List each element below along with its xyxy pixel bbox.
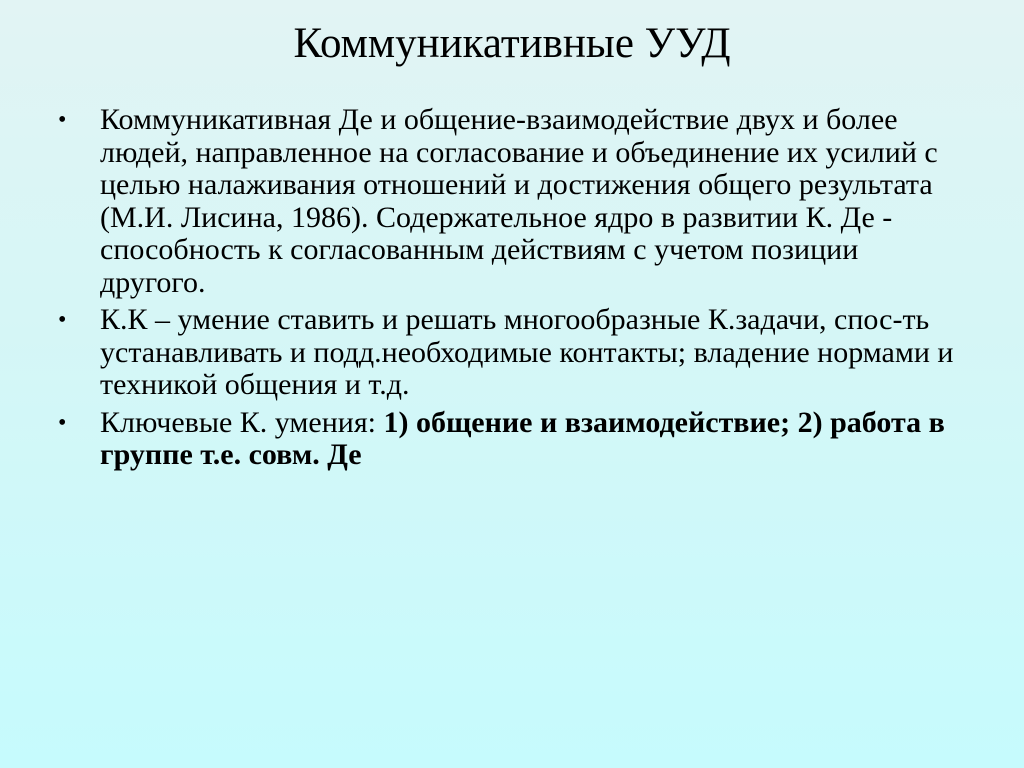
bullet-item-3 [58,407,958,472]
bullet-text: Коммуникативная Де и общение-взаимодействие двух и более людей, направленное на согласование и объединение их усилий с целью налаживания отношений и достижения общего результата (М.И. Лисина, 1986). Содержательное ядро в развитии К. Де - способность к согласованным действиям с учетом позиции другого. [100,103,938,299]
bullet-text-bold: 1) общение и взаимодействие; 2) работа в группе т.е. совм. Де [100,405,945,471]
bullet-dot-icon: • [58,409,67,436]
bullet-item-2 [58,304,958,402]
bullet-text: К.К – умение ставить и решать многообразные К.задачи, спос-ть устанавливать и подд.необходимые контакты; владение нормами и техникой общения и т.д. [100,303,954,401]
bullet-dot-icon: • [58,307,67,333]
bullet-item-1 [58,104,958,299]
slide-title: Коммуникативные УУД [293,20,731,67]
bullet-dot-icon: • [58,107,67,133]
bullet-text-plain: Ключевые К. умения: [100,405,384,439]
bullet-list [58,104,958,477]
